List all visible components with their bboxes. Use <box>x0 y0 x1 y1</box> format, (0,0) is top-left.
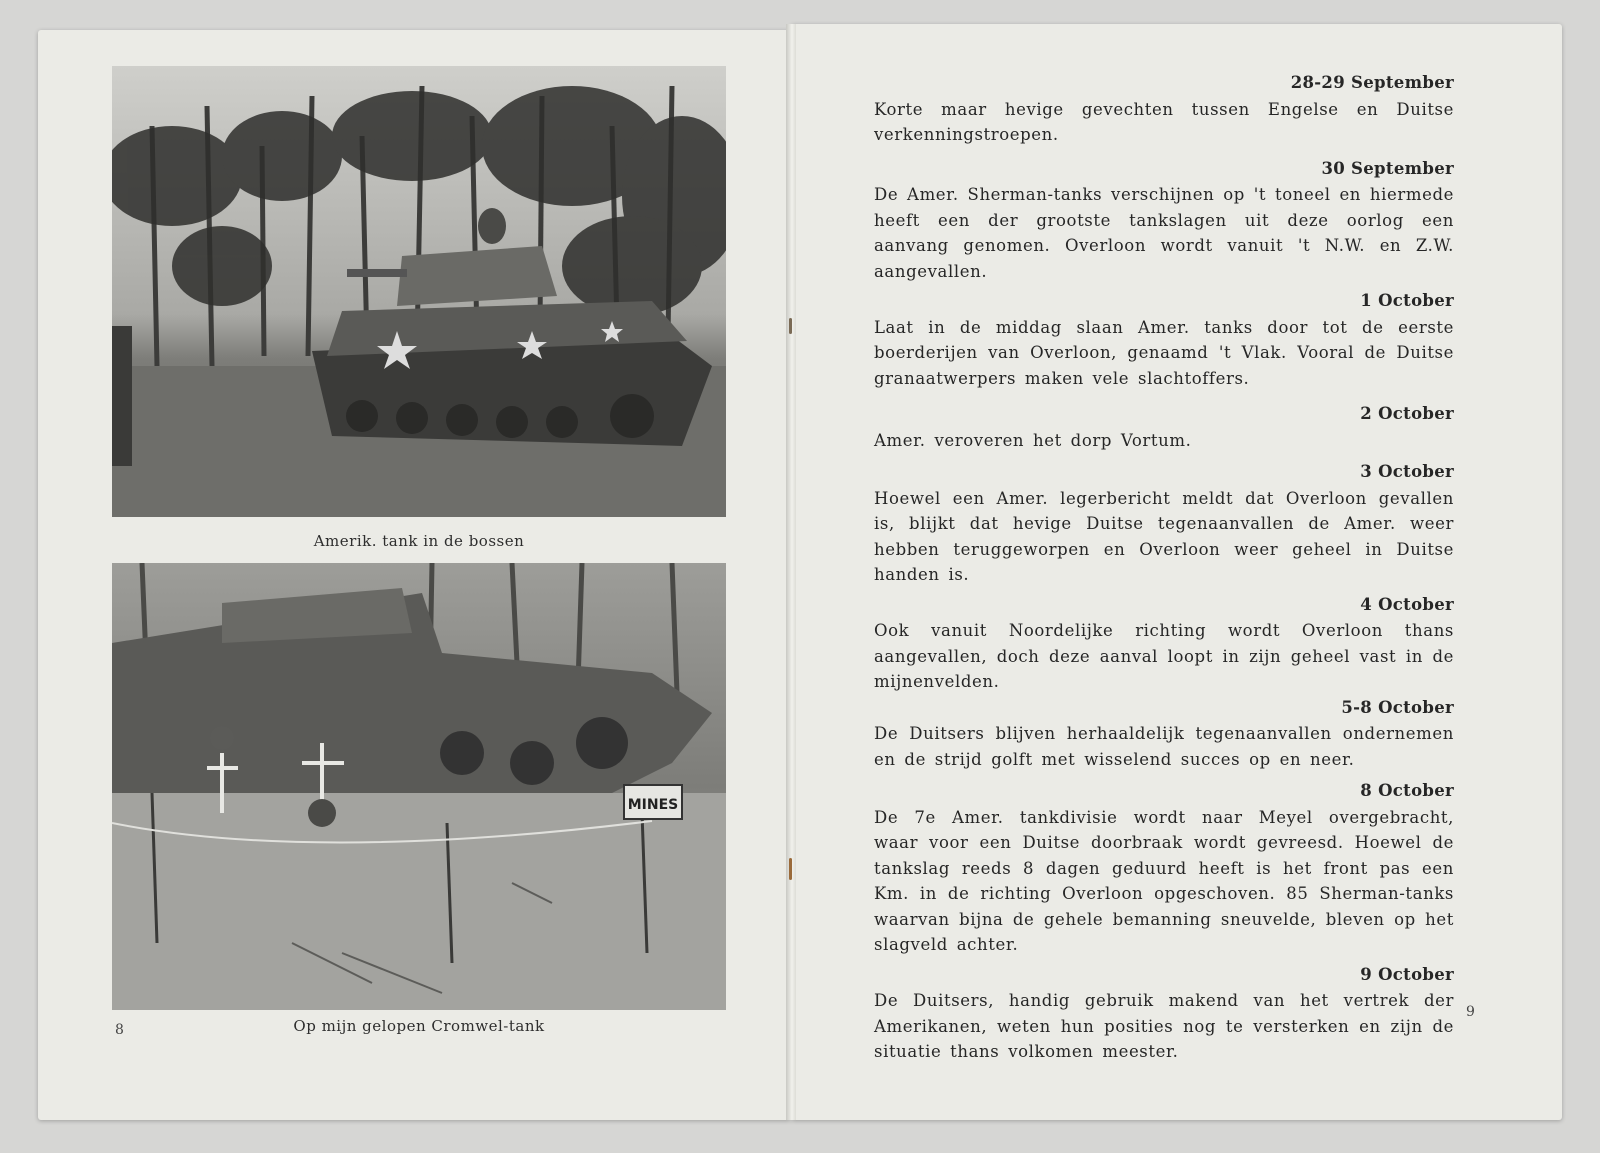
entry-5-8-october <box>874 695 1454 773</box>
photo2-caption: Op mijn gelopen Cromwel-tank <box>293 1017 545 1035</box>
entry-text: De Duitsers, handig gebruik makend van het vertrek der Amerikanen, weten hun posities nog te versterken en zijn de situatie thans volkomen meester. <box>874 991 1454 1061</box>
entry-text: De Amer. Sherman-tanks verschijnen op 't toneel en hiermede heeft een der grootste tankslagen uit deze oorlog een aanvang genomen. Overloon wordt vanuit 't N.W. en Z.W. aangevallen. <box>874 185 1454 281</box>
entry-text: De 7e Amer. tankdivisie wordt naar Meyel overgebracht, waar voor een Duitse doorbraak wordt gevreesd. Hoewel de tankslag reeds 8 dagen geduurd heeft is het front pas een Km. in de richting Overloon opgeschoven. 85 Sherman-tanks waarvan bijna de gehele bemanning sneuvelde, bleven op het slagveld achter. <box>874 807 1454 954</box>
photo1-caption: Amerik. tank in de bossen <box>313 532 525 550</box>
entry-3-october <box>874 459 1454 588</box>
entry-date: 4 October <box>1360 594 1454 614</box>
entry-4-october <box>874 592 1454 695</box>
entry-date: 3 October <box>1360 462 1454 481</box>
entry-1-october <box>874 288 1454 391</box>
entry-date: 28-29 September <box>1290 73 1454 92</box>
page-number-left: 8 <box>115 1022 124 1038</box>
entry-8-october <box>874 778 1454 958</box>
entry-text: Hoewel een Amer. legerbericht meldt dat Overloon gevallen is, blijkt dat hevige Duitse tegenaanvallen de Amer. weer hebben teruggeworpen en Overloon weer geheel in Duitse handen is. <box>874 488 1454 584</box>
entry-text: Amer. veroveren het dorp Vortum. <box>874 430 1192 450</box>
entry-date: 5-8 October <box>1341 697 1454 717</box>
entry-text: De Duitsers blijven herhaaldelijk tegenaanvallen ondernemen en de strijd golft met wisselend succes op en neer. <box>874 724 1454 769</box>
spine <box>786 24 796 1120</box>
page-number-right: 9 <box>1466 1004 1475 1020</box>
tank-forest-image <box>112 66 726 517</box>
mines-sign-text: MINES <box>627 797 679 813</box>
staple-top <box>789 318 792 334</box>
entry-date: 8 October <box>1360 781 1454 800</box>
photo-cromwell-tank <box>112 563 726 1010</box>
chronology-text <box>874 70 1454 1065</box>
entry-date: 2 October <box>1360 404 1454 423</box>
staple-bottom <box>789 858 792 880</box>
entry-text: Ook vanuit Noordelijke richting wordt Overloon thans aangevallen, doch deze aanval loopt in zijn geheel vast in de mijnenvelden. <box>874 621 1454 691</box>
entry-text: Laat in de middag slaan Amer. tanks door tot de eerste boerderijen van Overloon, genaamd 't Vlak. Vooral de Duitse granaatwerpers maken vele slachtoffers. <box>874 317 1454 388</box>
entry-28-29-september <box>874 70 1454 148</box>
entry-date: 30 September <box>1321 158 1454 178</box>
entry-text: Korte maar hevige gevechten tussen Engelse en Duitse verkenningstroepen. <box>874 99 1454 144</box>
photo-tank-in-forest <box>112 66 726 517</box>
cromwell-tank-image <box>112 563 726 1010</box>
entry-9-october <box>874 962 1454 1065</box>
entry-date: 1 October <box>1360 291 1454 310</box>
entry-2-october <box>874 401 1454 453</box>
entry-date: 9 October <box>1360 964 1454 984</box>
entry-30-september <box>874 156 1454 285</box>
